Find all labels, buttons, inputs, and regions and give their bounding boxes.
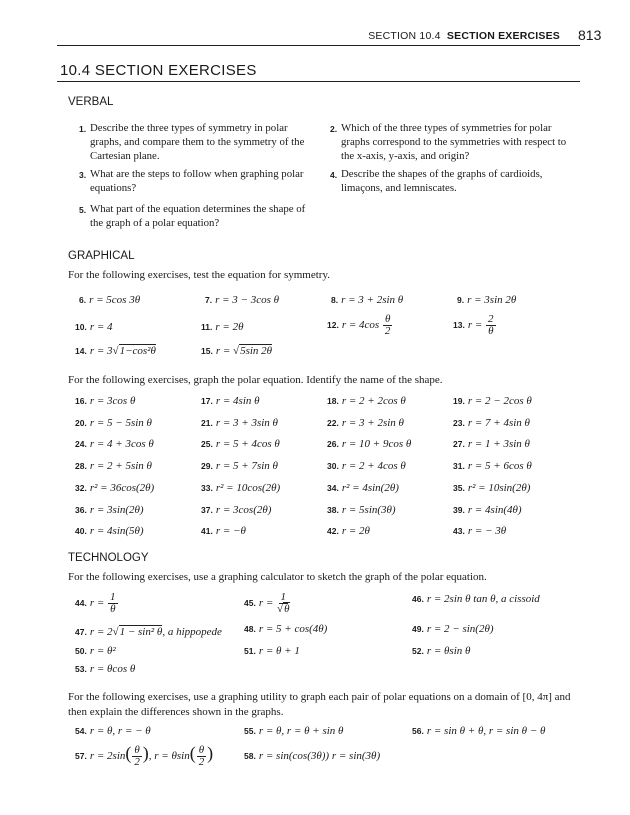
exercise-equation: r = 5 − 5sin θ [89,416,152,429]
exercise-equation: r = 5sin(3θ) [341,503,396,516]
exercise-equation: r = − 3θ [467,525,507,538]
exercise-number: 34. [327,482,339,493]
exercise-35 [453,481,530,496]
exercise-25 [201,437,280,452]
exercise-equation: r = 3cos(2θ) [215,503,272,516]
exercise-number: 38. [327,504,339,515]
exercise-equation: r = 5 + 6cos θ [467,460,532,473]
exercise-42 [327,524,370,539]
section-title: 10.4 SECTION EXERCISES [60,62,257,79]
exercise-equation: r² = 10sin(2θ) [467,481,531,494]
exercise-53: 53. r = θcos θ [75,663,136,675]
question-number: 2. [330,124,338,134]
verbal-heading: VERBAL [68,96,114,108]
exercise-6: 6. r = 5cos 3θ [79,294,141,306]
exercise-number: 23. [453,417,465,428]
exercise-number: 19. [453,396,465,406]
exercise-17 [201,394,260,409]
exercise-equation: r = 3sin(2θ) [89,503,144,516]
exercise-number: 37. [201,504,213,515]
exercise-number: 29. [201,461,213,472]
exercise-16 [75,394,135,409]
exercise-equation: r = 3 + 3sin θ [215,416,278,429]
exercise-number: 16. [75,396,87,406]
graphical-intro-symmetry: For the following exercises, test the equation for symmetry. [68,269,331,281]
exercise-number: 36. [75,504,87,515]
exercise-13: 13. r = $\frac{2}{\theta}$ [453,313,494,337]
question-number: 3. [79,170,87,180]
exercise-54: 54. r = θ, r = − θ [75,725,151,737]
exercise-equation: r = −θ [215,525,246,538]
exercise-57: 57. r = 2sin( $\frac{\theta}{2}$ ), r = θsin( $\frac{\theta}{2}$ ) [75,743,214,768]
exercise-30 [327,459,406,474]
exercise-7: 7. r = 3 − 3cos θ [205,294,280,306]
radical-sign: √ [233,345,240,357]
exercise-number: 40. [75,526,87,537]
page-number: 813 [578,27,602,43]
exercise-equation: r = 1 + 3sin θ [467,438,530,451]
exercise-equation: r = 2 − 2cos θ [467,395,532,407]
exercise-equation: r = 2 + 4cos θ [341,460,406,473]
exercise-equation: r = 4sin θ [215,395,260,407]
exercise-9: 9. r = 3sin 2θ [457,294,517,306]
exercise-8: 8. r = 3 + 2sin θ [331,294,404,306]
exercise-equation: r = 4sin(5θ) [89,525,144,538]
exercise-56: 56. r = sin θ + θ, r = sin θ − θ [412,725,546,737]
exercise-23 [453,416,530,431]
section-rule [57,81,580,82]
verbal-question-2 [330,121,581,163]
running-head [0,30,560,42]
exercise-equation: r = 2 + 2cos θ [341,395,406,407]
exercise-number: 31. [453,461,465,472]
exercise-34 [327,481,399,496]
exercise-equation: r = 2 + 5sin θ [89,460,152,473]
graphical-intro-shape: For the following exercises, graph the polar equation. Identify the name of the shape. [68,374,443,386]
exercise-43 [453,524,506,539]
exercise-equation: r = 4sin(4θ) [467,503,522,516]
exercise-46: 46. r = 2sin θ tan θ, a cissoid [412,593,540,605]
exercise-51: 51. r = θ + 1 [244,645,300,657]
exercise-number: 26. [327,439,339,450]
exercise-number: 27. [453,439,465,450]
exercise-37 [201,503,271,518]
exercise-10: 10. r = 4 [75,321,113,333]
fraction: $\frac{2}{\theta}$ [488,313,494,337]
exercise-22 [327,416,404,431]
radical-sign: √ [112,626,119,638]
exercise-equation: r² = 36cos(2θ) [89,481,155,494]
exercise-26 [327,437,411,452]
question-text: What are the steps to follow when graphing polar equations? [90,168,304,194]
exercise-equation: r = 10 + 9cos θ [341,438,412,451]
exercise-12: 12. r = 4cos $\frac{\theta}{2}$ [327,313,391,337]
question-text: What part of the equation determines the shape of the graph of a polar equation? [90,203,306,229]
graphical-heading: GRAPHICAL [68,250,135,262]
exercise-number: 39. [453,504,465,515]
exercise-equation: r = 2θ [341,525,370,538]
exercise-36 [75,503,144,518]
fraction: $\frac{\theta}{2}$ [198,744,205,768]
exercise-equation: r² = 4sin(2θ) [341,481,399,494]
exercise-39 [453,503,522,518]
exercise-33 [201,481,280,496]
running-head-title: SECTION EXERCISES [446,30,560,42]
verbal-question-1 [79,121,315,163]
exercise-44: 44. r = $\frac{1}{\theta}$ [75,591,116,615]
exercise-number: 24. [75,439,87,450]
exercise-number: 28. [75,461,87,472]
exercise-number: 17. [201,396,213,406]
exercise-48: 48. r = 5 + cos(4θ) [244,623,328,635]
exercise-number: 33. [201,482,213,493]
exercise-31 [453,459,532,474]
exercise-38 [327,503,396,518]
exercise-number: 43. [453,526,465,537]
exercise-equation: r = 5 + 7sin θ [215,460,278,473]
running-head-section: SECTION 10.4 [368,30,441,42]
exercise-equation: r = 3 + 2sin θ [341,416,404,429]
exercise-number: 42. [327,526,339,537]
exercise-32 [75,481,154,496]
exercise-number: 41. [201,526,213,537]
exercise-equation: r = 4 + 3cos θ [89,438,154,451]
fraction: $\frac{1}{\theta}$ [110,591,116,615]
exercise-number: 35. [453,482,465,493]
exercise-41 [201,524,246,539]
exercise-55: 55. r = θ, r = θ + sin θ [244,725,344,737]
exercise-equation: r = 5 + 4cos θ [215,438,280,451]
exercise-number: 21. [201,417,213,428]
exercise-21 [201,416,278,431]
exercise-19 [453,394,532,409]
question-text: Describe the shapes of the graphs of cardioids, limaçons, and lemniscates. [341,168,543,194]
exercise-18 [327,394,406,409]
exercise-28 [75,459,152,474]
header-rule [57,45,580,46]
fraction: $\frac{1}{√\theta}$ [277,591,290,615]
exercise-15: 15. r = √5sin 2θ [201,345,273,357]
exercise-58: 58. r = sin(cos(3θ)) r = sin(3θ) [244,750,381,762]
technology-heading: TECHNOLOGY [68,552,149,564]
fraction: $\frac{\theta}{2}$ [384,313,391,337]
exercise-45: 45. r = $\frac{1}{√\theta}$ [244,591,290,615]
exercise-20 [75,416,152,431]
exercise-24 [75,437,154,452]
exercise-equation: r = 7 + 4sin θ [467,416,530,429]
question-number: 5. [79,205,87,215]
exercise-number: 18. [327,396,339,406]
question-text: Which of the three types of symmetries for polar graphs correspond to the symmetries with respect to the x-axis, y-axis, and origin? [341,122,567,162]
exercise-50: 50. r = θ² [75,645,116,657]
exercise-29 [201,459,278,474]
exercise-49: 49. r = 2 − sin(2θ) [412,623,494,635]
verbal-question-3 [79,167,315,195]
exercise-number: 30. [327,461,339,472]
exercise-27 [453,437,530,452]
exercise-equation: r² = 10cos(2θ) [215,481,281,494]
exercise-11: 11. r = 2θ [201,321,244,333]
technology-intro-sketch: For the following exercises, use a graphing calculator to sketch the graph of the polar equation. [68,571,487,583]
radical-sign: √ [277,603,284,615]
exercise-47: 47. r = 2√1 − sin² θ, a hippopede [75,626,222,638]
question-number: 4. [330,170,338,180]
exercise-52: 52. r = θsin θ [412,645,471,657]
fraction: $\frac{\theta}{2}$ [134,744,140,768]
exercise-number: 20. [75,417,87,428]
verbal-question-5 [79,202,315,230]
exercise-14: 14. r = 3√1−cos²θ [75,345,156,357]
exercise-number: 22. [327,417,339,428]
technology-intro-pairs: For the following exercises, use a graphing utility to graph each pair of polar equations on a domain of [0, 4π] and then explain the differences shown in the graphs. [68,691,571,718]
exercise-40 [75,524,144,539]
radical-sign: √ [112,345,119,357]
exercise-number: 25. [201,439,213,450]
exercise-equation: r = 3cos θ [89,395,136,407]
verbal-question-4 [330,167,581,195]
question-number: 1. [79,124,87,134]
question-text: Describe the three types of symmetry in polar graphs, and compare them to the symmetry of the Cartesian plane. [90,122,305,162]
exercise-number: 32. [75,482,87,493]
